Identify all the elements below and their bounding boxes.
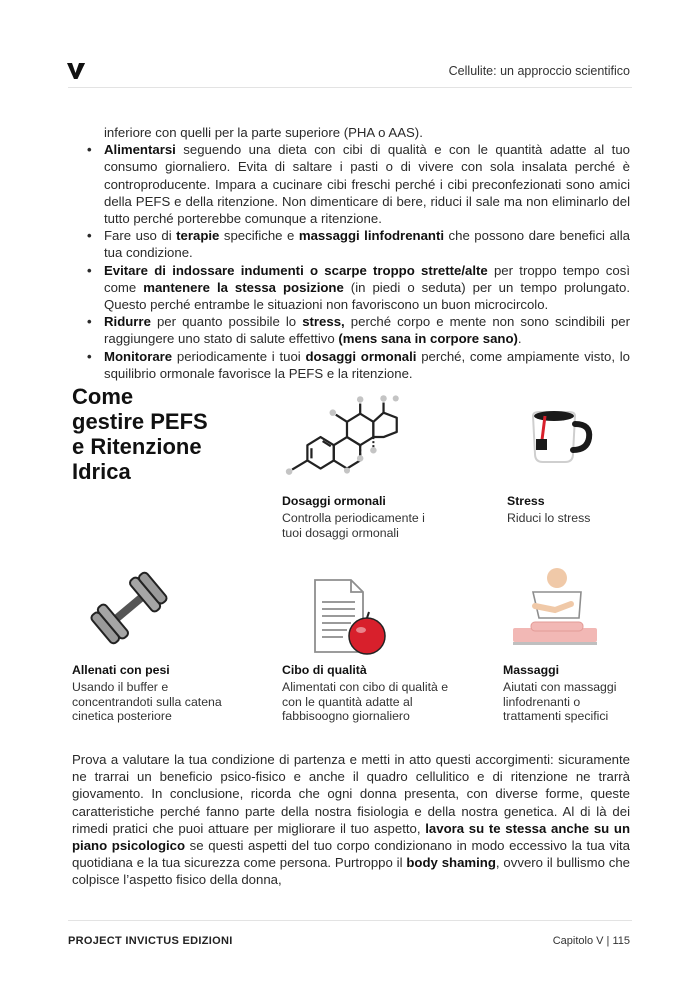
emphasis: Ridurre — [104, 314, 151, 330]
text: perché, come ampiamente visto, lo squilibrio ormonale favorisce la PEFS e la ritenzione. — [104, 348, 630, 381]
section-title-line: Come — [72, 384, 134, 409]
card-weights — [72, 568, 262, 728]
list-item-terapie — [86, 227, 630, 261]
text: seguendo una dieta con cibi di qualità e con le quantità adatte al tuo consumo giornaliero. Evita di saltare i pasti o di vivere con sola insalata perché è controproducente. Impara a cucinare cibi freschi perché i cibi preconfezionati sono amici della PEFS e della ritenzione. Non dimenticare di bere, riduci il sale ma non eliminarlo del tutto perché porterebbe comunque a ritenzione. — [104, 142, 630, 227]
card-description: Aiutati con massaggi linfodrenanti o trattamenti specifici — [503, 680, 617, 723]
emphasis: lavora su te stessa anche su un piano psicologico — [72, 820, 630, 854]
text: per troppo tempo così come — [104, 262, 630, 295]
page-number: Capitolo V | 115 — [552, 935, 630, 947]
list-continuation: inferiore con quelli per la parte superiore (PHA o AAS). — [104, 125, 423, 140]
card-stress — [507, 406, 647, 546]
publisher-name: PROJECT INVICTUS EDIZIONI — [68, 935, 233, 947]
emphasis: (mens sana in corpore sano) — [338, 331, 518, 347]
tea-mug-icon — [525, 406, 597, 466]
list-item-monitorare — [86, 348, 630, 382]
list-item-indumenti — [86, 262, 630, 314]
section-title — [72, 384, 208, 484]
emphasis: stress, — [302, 314, 345, 330]
section-title-line: Idrica — [72, 459, 131, 484]
text: Prova a valutare la tua condizione di partenza e metti in atto questi accorgimenti: sicuramente ne trarrai un beneficio psico-fisico e anche il quadro cellulitico e di ritenzione ne trarrà giovamento. In conclusione, ricorda che ogni donna presenta, con diverse forme, queste caratteristiche perché fanno parte della nostra fisiologia e della nostra genetica. Al di là dei rimedi pratici che puoi attuare per migliorare il tuo aspetto, — [72, 752, 630, 836]
dumbbell-icon — [88, 568, 170, 648]
header-divider — [68, 87, 632, 88]
running-header-title: Cellulite: un approccio scientifico — [448, 64, 630, 78]
text: (in piedi o seduta) per un tempo prolungato. Questo perché entrambe le situazioni non favoriscono un buon microcircolo. — [104, 279, 630, 313]
text: se questi aspetti del tuo corpo condizionano in modo eccessivo la tua vita quotidiana e la tua sicurezza come persona. Purtroppo il — [72, 838, 630, 871]
card-massage — [503, 566, 643, 728]
text: specifiche e — [219, 228, 299, 244]
text: perché corpo e mente non sono scindibili per raggiungere uno stato di salute effettivo — [104, 314, 630, 347]
list-item-alimentarsi — [86, 141, 630, 227]
text: per quanto possibile lo — [150, 314, 303, 330]
emphasis: Monitorare — [104, 348, 173, 364]
massage-icon — [509, 566, 601, 650]
card-title: Allenati con pesi — [72, 663, 170, 677]
card-title: Stress — [507, 494, 545, 508]
emphasis: body shaming — [406, 855, 496, 871]
card-description: Controlla periodicamente i tuoi dosaggi ormonali — [282, 511, 425, 540]
closing-paragraph — [72, 751, 630, 889]
text: Fare uso di — [104, 228, 177, 244]
text: , ovvero il bullismo che colpisce l’aspetto fisico della donna, — [72, 855, 630, 888]
emphasis: terapie — [176, 228, 220, 244]
emphasis: Alimentarsi — [104, 142, 176, 158]
card-title: Dosaggi ormonali — [282, 494, 386, 508]
list-item-stress — [86, 313, 630, 347]
card-description: Usando il buffer e concentrandoti sulla catena cinetica posteriore — [72, 680, 222, 723]
card-hormones — [282, 386, 482, 546]
invictus-logo-icon — [66, 62, 86, 80]
text: periodicamente i tuoi — [172, 348, 306, 364]
emphasis: dosaggi ormonali — [305, 348, 417, 364]
text: . — [517, 331, 522, 347]
document-apple-icon — [307, 578, 417, 658]
section-title-line: gestire PEFS — [72, 409, 208, 434]
emphasis: Evitare di indossare indumenti o scarpe troppo strette/alte — [104, 262, 488, 278]
card-title: Massaggi — [503, 663, 560, 677]
steroid-molecule-icon — [282, 388, 414, 480]
card-description: Riduci lo stress — [507, 511, 591, 525]
tips-list — [86, 124, 630, 382]
emphasis: mantenere la stessa posizione — [143, 279, 344, 295]
footer-divider — [68, 920, 632, 921]
card-description: Alimentati con cibo di qualità e con le quantità adatte al fabbisoogno giornaliero — [282, 680, 449, 723]
section-title-line: e Ritenzione — [72, 434, 202, 459]
emphasis: massaggi linfodrenanti — [298, 228, 445, 244]
text: che possono dare benefici alla tua condizione. — [104, 228, 630, 261]
card-food — [282, 578, 482, 728]
card-title: Cibo di qualità — [282, 663, 367, 677]
